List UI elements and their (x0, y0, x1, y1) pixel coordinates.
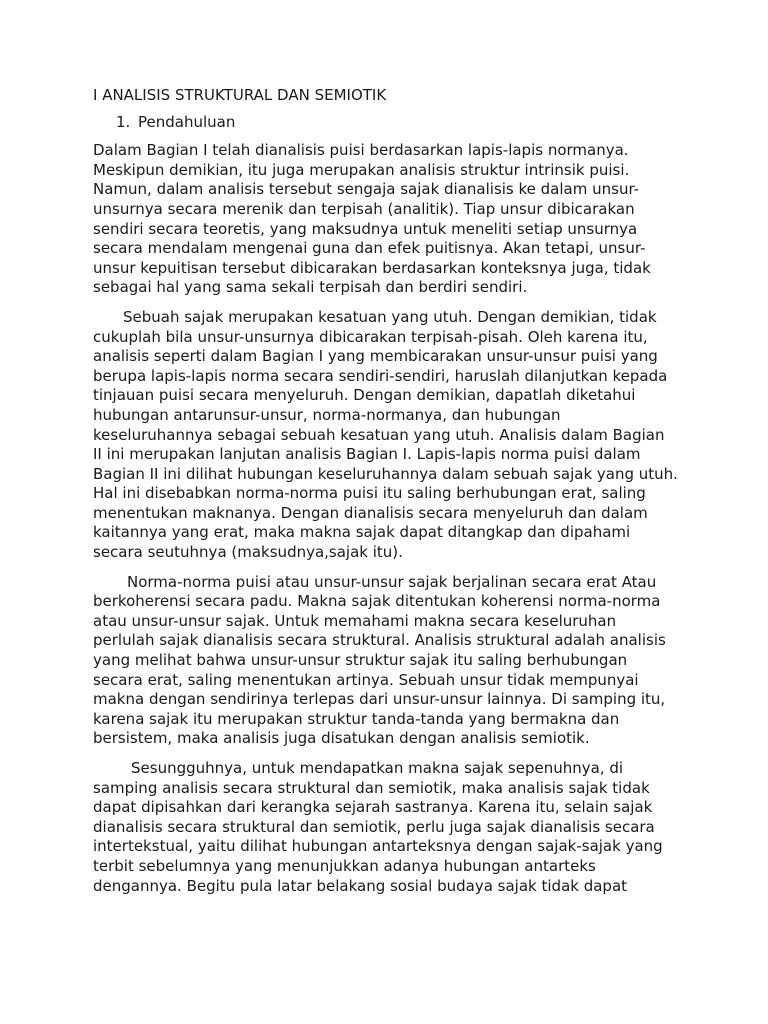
paragraph-1: Dalam Bagian I telah dianalisis puisi berdasarkan lapis-lapis normanya. Meskipun demikian, itu juga merupakan analisis struktur intrinsik puisi. Namun, dalam analisis tersebut sengaja sajak dianalisis ke dalam unsur-unsurnya secara merenik dan terpisah (analitik). Tiap unsur dibicarakan sendiri secara teoretis, yang maksudnya untuk meneliti setiap unsurnya secara mendalam mengenai guna dan efek puitisnya. Akan tetapi, unsur-unsur kepuitisan tersebut dibicarakan berdasarkan konteksnya juga, tidak sebagai hal yang sama sekali terpisah dan berdiri sendiri. (93, 141, 651, 297)
chapter-heading: I ANALISIS STRUKTURAL DAN SEMIOTIK (93, 86, 387, 104)
section-number: 1. (116, 112, 131, 131)
document-body (93, 86, 678, 906)
paragraph-4: Sesungguhnya, untuk mendapatkan makna sajak sepenuhnya, di samping analisis secara struktural dan semiotik, maka analisis sajak tidak dapat dipisahkan dari kerangka sejarah sastranya. Karena itu, selain sajak dianalisis secara struktural dan semiotik, perlu juga sajak dianalisis secara intertekstual, yaitu dilihat hubungan antarteksnya dengan sajak-sajak yang terbit sebelumnya yang menunjukkan adanya hubungan antarteks dengannya. Begitu pula latar belakang sosial budaya sajak tidak dapat (93, 759, 663, 895)
paragraph-2: Sebuah sajak merupakan kesatuan yang utuh. Dengan demikian, tidak cukuplah bila unsur-unsurnya dibicarakan terpisah-pisah. Oleh karena itu, analisis seperti dalam Bagian I yang membicarakan unsur-unsur puisi yang berupa lapis-lapis norma secara sendiri-sendiri, haruslah dilanjutkan kepada tinjauan puisi secara menyeluruh. Dengan demikian, dapatlah diketahui hubungan antarunsur-unsur, norma-normanya, dan hubungan keseluruhannya sebagai sebuah kesatuan yang utuh. Analisis dalam Bagian II ini merupakan lanjutan analisis Bagian I. Lapis-lapis norma puisi dalam Bagian II ini dilihat hubungan keseluruhannya dalam sebuah sajak yang utuh. Hal ini disebabkan norma-norma puisi itu saling berhubungan erat, saling menentukan maknanya. Dengan dianalisis secara menyeluruh dan dalam kaitannya yang erat, maka makna sajak dapat ditangkap dan dipahami secara seutuhnya (maksudnya,sajak itu). (93, 307, 678, 562)
section-title: Pendahuluan (138, 112, 236, 131)
paragraph-3: Norma-norma puisi atau unsur-unsur sajak berjalinan secara erat Atau berkoherensi secara padu. Makna sajak ditentukan koherensi norma-norma atau unsur-unsur sajak. Untuk memahami makna secara keseluruhan perlulah sajak dianalisis secara struktural. Analisis struktural adalah analisis yang melihat bahwa unsur-unsur struktur sajak itu saling berhubungan secara erat, saling menentukan artinya. Sebuah unsur tidak mempunyai makna dengan sendirinya terlepas dari unsur-unsur lainnya. Di samping itu, karena sajak itu merupakan struktur tanda-tanda yang bermakna dan bersistem, maka analisis juga disatukan dengan analisis semiotik. (93, 572, 666, 748)
section-list-item (93, 113, 678, 133)
